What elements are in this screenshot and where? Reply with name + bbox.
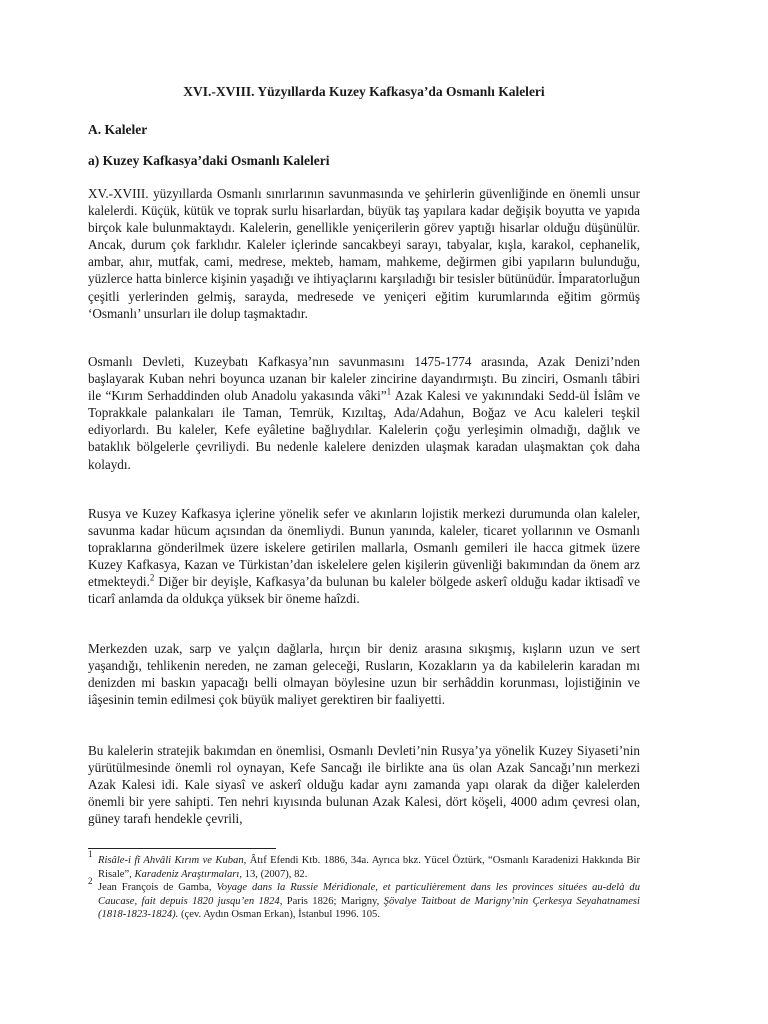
- footnote-1-source-title: Risâle-i fî Ahvâli Kırım ve Kuban,: [98, 855, 247, 866]
- footnote-2-author: Jean François de Gamba,: [98, 882, 217, 893]
- footnote-1-text: Âtıf Efendi Ktb. 1886, 34a. Ayrıca bkz. Yücel Öztürk, “Osmanlı Karadenizi Hakkında Bir Risale”,: [98, 855, 640, 880]
- paragraph-1: XV.-XVIII. yüzyıllarda Osmanlı sınırlarının savunmasında ve şehirlerin güvenliğinde en önemli unsur kalelerdi. Küçük, kütük ve toprak surlu hisarlardan, büyük taş yapılara kadar değişik boyutta ve yapıda birçok kale bulunmaktaydı. Kalelerin, genellikle yeniçerilerin görev yaptığı hisarlar olduğu düşünülür. Ancak, durum çok farklıdır. Kaleler içlerinde sancakbeyi sarayı, tabyalar, kışla, karakol, cephanelik, ambar, ahır, mutfak, cami, medrese, mekteb, hamam, mahkeme, değirmen gibi yapıların bulunduğu, yüzlerce hatta binlerce kişinin yaşadığı ve ihtiyaçlarını karşıladığı bir tesisler bütünüdür. İmparatorluğun çeşitli yerlerinden gelmiş, sarayda, medresede ve yeniçeri eğitim kurumlarında eğitim görmüş ‘Osmanlı’ unsurları ile dolup taşmaktadır.: [88, 186, 640, 321]
- footnote-2-translation-title: Şövalye Taitbout de Marigny’nin Çerkesya Seyahatnamesi (1818-1823-1824).: [98, 895, 640, 921]
- footnote-1-journal: Karadeniz Araştırmaları: [134, 868, 240, 880]
- footnote-2: 2 Jean François de Gamba, Voyage dans la Russie Méridionale, et particulièrement dans les provinces situées au-delà du Caucase, fait depuis 1820 jusqu’en 1824, Paris 1826; Marigny, Şövalye Taitbout de Marigny’nin Çerkesya Seyahatnamesi (1818-1823-1824). (çev. Aydın Osman Erkan), İstanbul 1996. 105.: [88, 876, 641, 921]
- footnote-2-book-title: Voyage dans la Russie Méridionale, et particulièrement dans les provinces situées au-delà du Caucase, fait depuis 1820 jusqu’en 1824: [98, 882, 641, 907]
- section-heading: A. Kaleler: [88, 122, 148, 137]
- paragraph-3: [88, 505, 640, 608]
- footnote-ref-1[interactable]: 1: [386, 386, 392, 397]
- footnote-2-tail: (çev. Aydın Osman Erkan), İstanbul 1996. 105.: [178, 909, 380, 921]
- footnote-2-body: [98, 881, 640, 922]
- footnote-2-mid: , Paris 1826; Marigny,: [279, 895, 384, 907]
- paragraph-3-text-a: Rusya ve Kuzey Kafkasya içlerine yönelik sefer ve akınların lojistik merkezi durumunda olan kaleler, savunma kadar hücum açısından da önemliydi. Bunun yanında, kaleler, ticaret yollarının ve Osmanlı topraklarına gönderilmek üzere iskelere getirilen mallarla, Osmanlı gemileri ile hacca gitmek üzere Kuzey Kafkasya, Kazan ve Türkistan’dan iskelelere gelen kişilerin güvenliği bakımından da önem arz etmekteydi.: [88, 506, 640, 590]
- paragraph-5: Bu kalelerin stratejik bakımdan en önemlisi, Osmanlı Devleti’nin Rusya’ya yönelik Kuzey Siyaseti’nin yürütülmesinde önemli rol oynayan, Kefe Sancağı ile birlikte ana üs olan Azak Sancağı’nın merkezi Azak Kalesi idi. Kale siyasî ve askerî olduğu kadar aynı zamanda yapı olarak da diğer kalelerden önemli bir yere sahipti. Ten nehri kıyısında bulunan Azak Kalesi, dört köşeli, 4000 adım çevresi olan, güney tarafı hendekle çevrili,: [88, 743, 640, 827]
- footnote-ref-2[interactable]: 2: [149, 572, 155, 583]
- paragraph-3-text-b: Diğer bir deyişle, Kafkasya’da bulunan bu kaleler bölgede askerî olduğu kadar iktisadî ve ticarî anlamda da oldukça yüksek bir öneme haîzdi.: [88, 574, 640, 607]
- paragraph-2: [88, 353, 640, 473]
- subsection-heading: a) Kuzey Kafkasya’daki Osmanlı Kaleleri: [88, 153, 330, 168]
- paragraph-2-text-a: Osmanlı Devleti, Kuzeybatı Kafkasya’nın savunmasını 1475-1774 arasında, Azak Denizi’nden başlayarak Kuban nehri boyunca uzanan bir kaleler zincirine dayandırmıştı. Bu zinciri, Osmanlı tâbiri ile “Kırım Serhaddinden olub Anadolu yakasında vâki”: [88, 354, 640, 404]
- paragraph-4: Merkezden uzak, sarp ve yalçın dağlarla, hırçın bir deniz arasına sıkışmış, kışların uzun ve sert yaşandığı, tehlikenin nereden, ne zaman geleceği, Rusların, Kozakların ya da kabilelerin karadan mı denizden mi baskın yapacağı belli olmayan böylesine uzun bir serhâddin korunması, lojistiğinin ve iâşesinin temin edilmesi çok büyük maliyet gerektiren bir faaliyetti.: [88, 641, 640, 708]
- footnote-separator: [88, 848, 276, 849]
- document-title: XVI.-XVIII. Yüzyıllarda Kuzey Kafkasya’da Osmanlı Kaleleri: [183, 84, 545, 99]
- footnote-1: 1 Risâle-i fî Ahvâli Kırım ve Kuban, Âtıf Efendi Ktb. 1886, 34a. Ayrıca bkz. Yücel Öztürk, “Osmanlı Karadenizi Hakkında Bir Risale”, Karadeniz Araştırmaları, 13, (2007), 82.: [88, 849, 640, 880]
- paragraph-2-text-b: Azak Kalesi ve yakınındaki Sedd-ül İslâm ve Toprakkale palankaları ile Taman, Temrük, Kızıltaş, Ada/Adahun, Boğaz ve Acu kaleleri teşkil ediyorlardı. Bu kaleler, Kefe eyâletine bağlıydılar. Kalelerin çoğu yerleşimin olmadığı, dağlık ve bataklık bölgelerle çevriliydi. Bu nedenle kalelere denizden ulaşmak karadan ulaşmaktan çok daha kolaydı.: [88, 388, 641, 472]
- footnote-1-body: [98, 854, 640, 881]
- footnote-1-tail: , 13, (2007), 82.: [239, 868, 308, 880]
